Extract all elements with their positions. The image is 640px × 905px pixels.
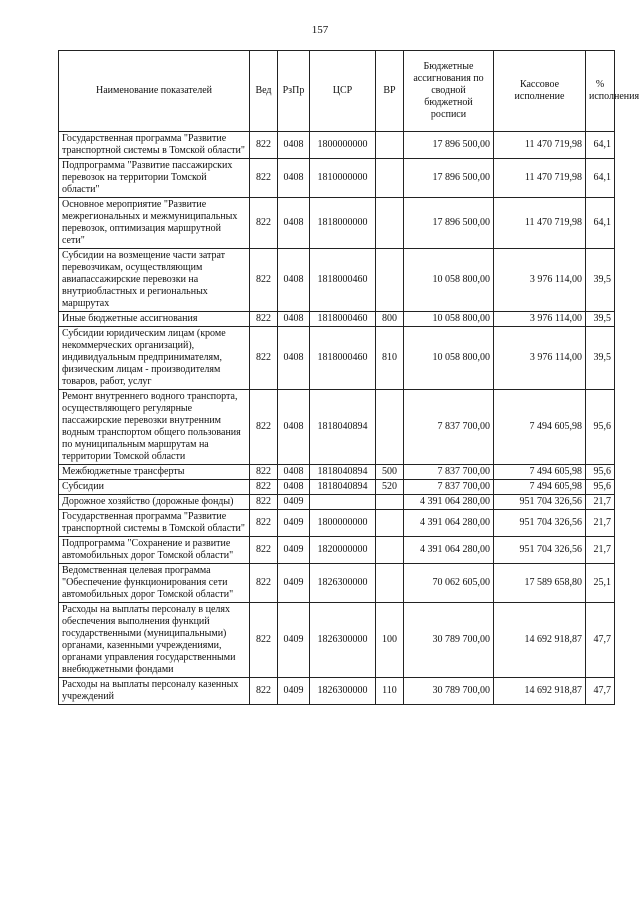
cell-name: Ведомственная целевая программа "Обеспечение функционирования сети автомобильных дорог Томской области"	[59, 564, 250, 603]
cell-csr: 1818000460	[310, 249, 376, 312]
table-row	[59, 390, 615, 465]
cell-ved: 822	[250, 603, 278, 678]
table-row	[59, 480, 615, 495]
cell-vr: 800	[376, 312, 404, 327]
header-cash: Кассовое исполнение	[494, 51, 586, 132]
cell-csr	[310, 495, 376, 510]
cell-cash: 14 692 918,87	[494, 603, 586, 678]
cell-budget: 70 062 605,00	[404, 564, 494, 603]
cell-csr: 1818000000	[310, 198, 376, 249]
cell-budget: 10 058 800,00	[404, 327, 494, 390]
cell-rzpr: 0409	[278, 510, 310, 537]
cell-vr: 500	[376, 465, 404, 480]
cell-vr: 520	[376, 480, 404, 495]
cell-cash: 3 976 114,00	[494, 327, 586, 390]
cell-name: Субсидии на возмещение части затрат перевозчикам, осуществляющим авиапассажирские перевозки на внутриобластных и региональных маршрутах	[59, 249, 250, 312]
cell-vr	[376, 132, 404, 159]
cell-ved: 822	[250, 678, 278, 705]
header-csr: ЦСР	[310, 51, 376, 132]
cell-cash: 11 470 719,98	[494, 132, 586, 159]
cell-budget: 17 896 500,00	[404, 159, 494, 198]
cell-rzpr: 0408	[278, 312, 310, 327]
header-name: Наименование показателей	[59, 51, 250, 132]
cell-rzpr: 0409	[278, 678, 310, 705]
table-row	[59, 510, 615, 537]
cell-rzpr: 0408	[278, 132, 310, 159]
cell-name: Ремонт внутреннего водного транспорта, осуществляющего регулярные пассажирские перевозки внутренним водным транспортом общего пользования по муниципальным маршрутам на территории Томской области	[59, 390, 250, 465]
cell-rzpr: 0408	[278, 198, 310, 249]
cell-name: Расходы на выплаты персоналу казенных учреждений	[59, 678, 250, 705]
cell-csr: 1820000000	[310, 537, 376, 564]
cell-ved: 822	[250, 132, 278, 159]
cell-pct: 47,7	[586, 603, 615, 678]
cell-csr: 1826300000	[310, 678, 376, 705]
table-row	[59, 603, 615, 678]
cell-budget: 10 058 800,00	[404, 312, 494, 327]
cell-ved: 822	[250, 327, 278, 390]
cell-vr: 100	[376, 603, 404, 678]
cell-csr: 1818000460	[310, 327, 376, 390]
cell-budget: 4 391 064 280,00	[404, 495, 494, 510]
table-row	[59, 132, 615, 159]
cell-csr: 1818040894	[310, 390, 376, 465]
cell-budget: 17 896 500,00	[404, 132, 494, 159]
cell-csr: 1818040894	[310, 465, 376, 480]
cell-vr	[376, 495, 404, 510]
cell-name: Субсидии	[59, 480, 250, 495]
cell-cash: 14 692 918,87	[494, 678, 586, 705]
header-budget: Бюджетные ассигнования по сводной бюджетной росписи	[404, 51, 494, 132]
cell-vr	[376, 564, 404, 603]
cell-cash: 3 976 114,00	[494, 312, 586, 327]
cell-rzpr: 0409	[278, 564, 310, 603]
cell-csr: 1826300000	[310, 603, 376, 678]
cell-vr	[376, 390, 404, 465]
table-row	[59, 465, 615, 480]
cell-name: Межбюджетные трансферты	[59, 465, 250, 480]
cell-cash: 11 470 719,98	[494, 159, 586, 198]
table-row	[59, 495, 615, 510]
cell-cash: 951 704 326,56	[494, 537, 586, 564]
cell-cash: 3 976 114,00	[494, 249, 586, 312]
cell-cash: 951 704 326,56	[494, 495, 586, 510]
cell-ved: 822	[250, 198, 278, 249]
cell-cash: 7 494 605,98	[494, 390, 586, 465]
cell-pct: 39,5	[586, 327, 615, 390]
table-row	[59, 327, 615, 390]
table-row	[59, 249, 615, 312]
table-row	[59, 537, 615, 564]
header-vr: ВР	[376, 51, 404, 132]
cell-name: Государственная программа "Развитие транспортной системы в Томской области"	[59, 132, 250, 159]
cell-pct: 39,5	[586, 312, 615, 327]
header-rzpr: РзПр	[278, 51, 310, 132]
cell-csr: 1810000000	[310, 159, 376, 198]
table-row	[59, 159, 615, 198]
cell-pct: 21,7	[586, 537, 615, 564]
cell-cash: 11 470 719,98	[494, 198, 586, 249]
cell-budget: 17 896 500,00	[404, 198, 494, 249]
budget-execution-table	[58, 50, 640, 705]
cell-name: Основное мероприятие "Развитие межрегиональных и межмуниципальных перевозок, оптимизация маршрутной сети"	[59, 198, 250, 249]
cell-name: Подпрограмма "Развитие пассажирских перевозок на территории Томской области"	[59, 159, 250, 198]
cell-vr	[376, 537, 404, 564]
table-row	[59, 312, 615, 327]
cell-rzpr: 0409	[278, 537, 310, 564]
cell-ved: 822	[250, 159, 278, 198]
cell-name: Расходы на выплаты персоналу в целях обеспечения выполнения функций государственными (муниципальными) органами, казенными учреждениями, органами управления государственными внебюджетными фондами	[59, 603, 250, 678]
cell-vr: 110	[376, 678, 404, 705]
cell-budget: 7 837 700,00	[404, 465, 494, 480]
cell-budget: 30 789 700,00	[404, 678, 494, 705]
page-number: 157	[311, 24, 329, 36]
cell-ved: 822	[250, 564, 278, 603]
cell-rzpr: 0408	[278, 249, 310, 312]
cell-budget: 4 391 064 280,00	[404, 537, 494, 564]
cell-vr	[376, 159, 404, 198]
cell-cash: 7 494 605,98	[494, 480, 586, 495]
cell-rzpr: 0408	[278, 480, 310, 495]
cell-vr	[376, 198, 404, 249]
cell-pct: 95,6	[586, 390, 615, 465]
cell-ved: 822	[250, 495, 278, 510]
cell-name: Государственная программа "Развитие транспортной системы в Томской области"	[59, 510, 250, 537]
header-ved: Вед	[250, 51, 278, 132]
cell-vr: 810	[376, 327, 404, 390]
cell-pct: 64,1	[586, 159, 615, 198]
cell-cash: 951 704 326,56	[494, 510, 586, 537]
cell-name: Дорожное хозяйство (дорожные фонды)	[59, 495, 250, 510]
cell-budget: 30 789 700,00	[404, 603, 494, 678]
cell-ved: 822	[250, 249, 278, 312]
cell-ved: 822	[250, 465, 278, 480]
cell-budget: 10 058 800,00	[404, 249, 494, 312]
cell-cash: 17 589 658,80	[494, 564, 586, 603]
cell-rzpr: 0408	[278, 159, 310, 198]
cell-pct: 95,6	[586, 465, 615, 480]
cell-budget: 7 837 700,00	[404, 480, 494, 495]
table-body	[59, 132, 615, 705]
cell-rzpr: 0409	[278, 603, 310, 678]
cell-ved: 822	[250, 390, 278, 465]
cell-name: Подпрограмма "Сохранение и развитие автомобильных дорог Томской области"	[59, 537, 250, 564]
cell-cash: 7 494 605,98	[494, 465, 586, 480]
cell-name: Иные бюджетные ассигнования	[59, 312, 250, 327]
cell-name: Субсидии юридическим лицам (кроме некоммерческих организаций), индивидуальным предпринимателям, физическим лицам - производителям товаров, работ, услуг	[59, 327, 250, 390]
cell-pct: 47,7	[586, 678, 615, 705]
cell-csr: 1818000460	[310, 312, 376, 327]
cell-pct: 39,5	[586, 249, 615, 312]
cell-csr: 1818040894	[310, 480, 376, 495]
cell-budget: 7 837 700,00	[404, 390, 494, 465]
table-row	[59, 678, 615, 705]
table-row	[59, 198, 615, 249]
cell-pct: 64,1	[586, 132, 615, 159]
table-row	[59, 564, 615, 603]
cell-vr	[376, 510, 404, 537]
cell-rzpr: 0408	[278, 390, 310, 465]
cell-csr: 1826300000	[310, 564, 376, 603]
cell-budget: 4 391 064 280,00	[404, 510, 494, 537]
cell-rzpr: 0408	[278, 465, 310, 480]
cell-pct: 21,7	[586, 495, 615, 510]
cell-csr: 1800000000	[310, 510, 376, 537]
header-row	[59, 51, 615, 132]
cell-ved: 822	[250, 510, 278, 537]
cell-pct: 25,1	[586, 564, 615, 603]
cell-pct: 64,1	[586, 198, 615, 249]
cell-csr: 1800000000	[310, 132, 376, 159]
cell-vr	[376, 249, 404, 312]
cell-ved: 822	[250, 480, 278, 495]
cell-rzpr: 0408	[278, 327, 310, 390]
header-pct: % исполнения	[586, 51, 615, 132]
cell-ved: 822	[250, 537, 278, 564]
cell-rzpr: 0409	[278, 495, 310, 510]
cell-ved: 822	[250, 312, 278, 327]
cell-pct: 21,7	[586, 510, 615, 537]
cell-pct: 95,6	[586, 480, 615, 495]
